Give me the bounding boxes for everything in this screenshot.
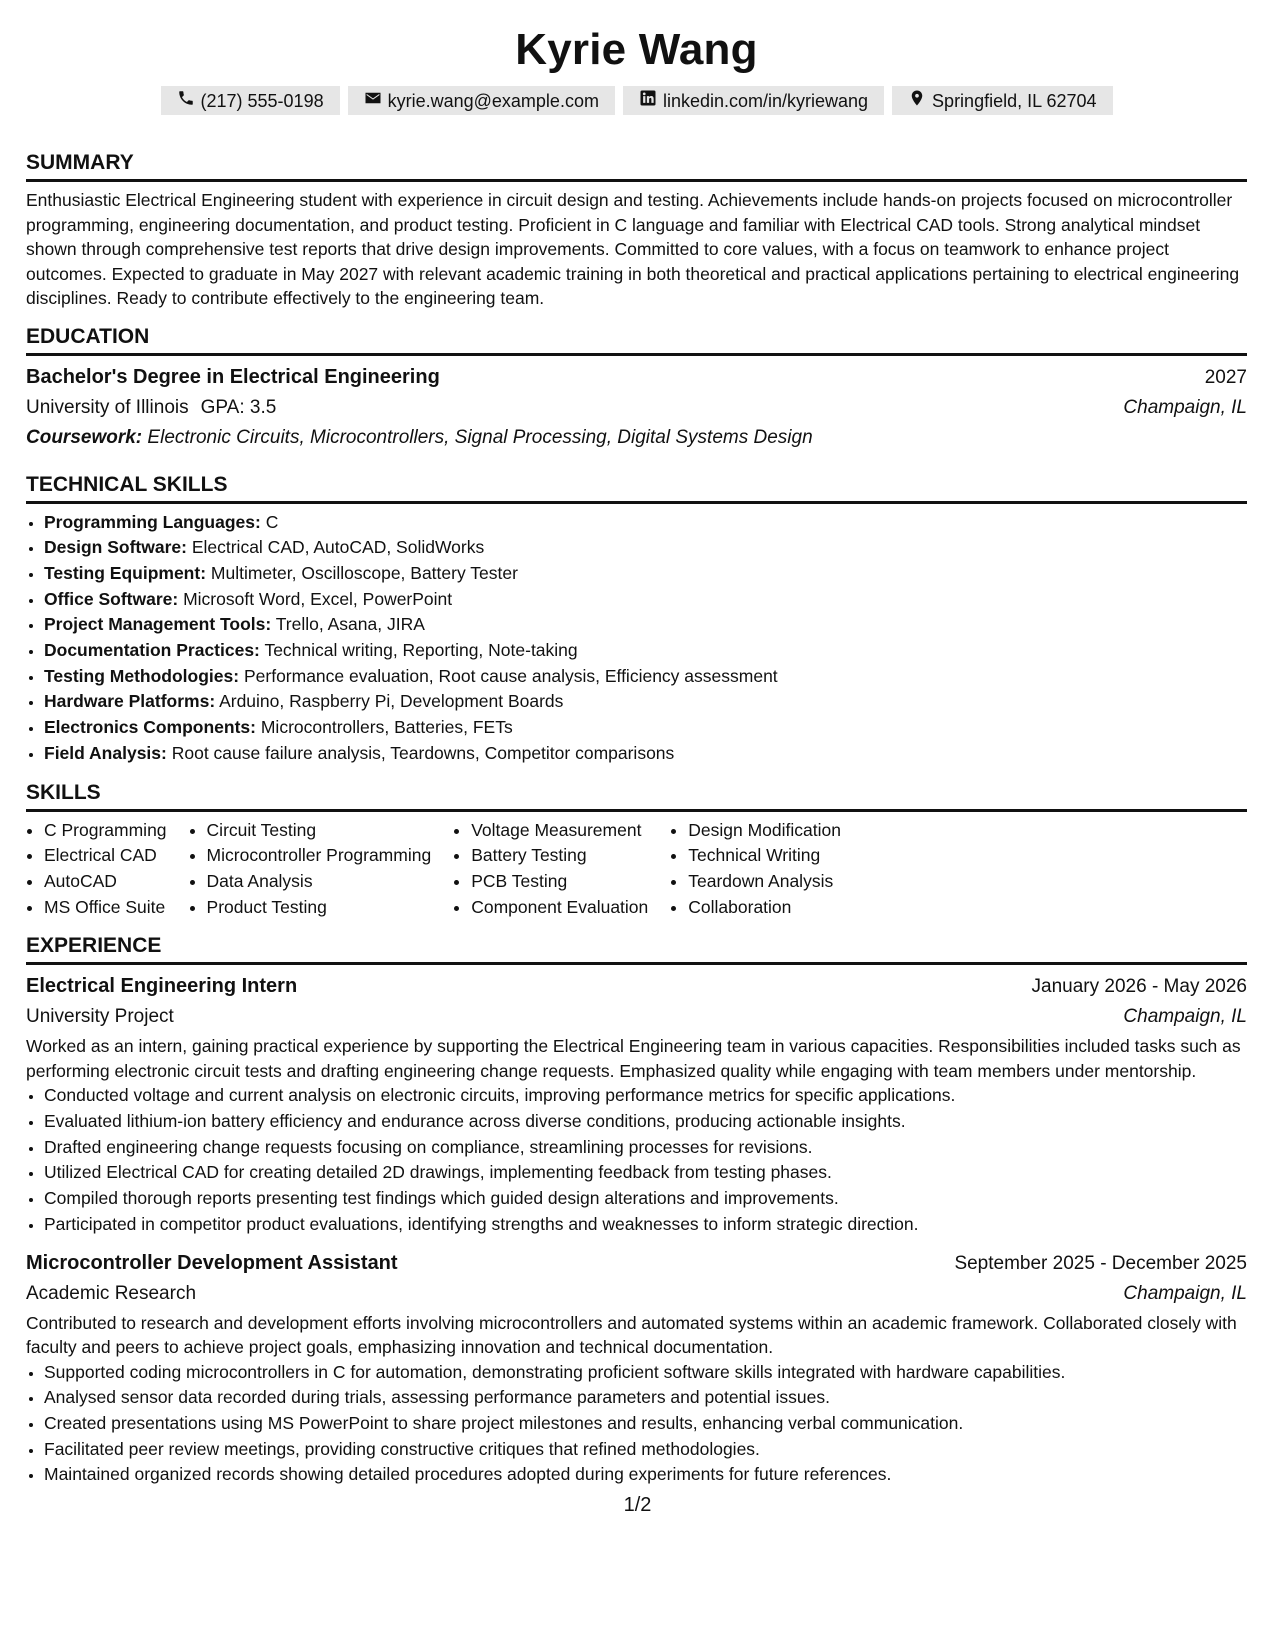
list-item: • Component Evaluation [471, 895, 648, 921]
skill-value: Electrical CAD, AutoCAD, SolidWorks [191, 537, 485, 558]
list-item [44, 587, 1247, 613]
list-item: • Participated in competitor product evaluations, identifying strengths and weaknesses to inform strategic direction. [44, 1212, 1247, 1238]
list-item: • Evaluated lithium-ion battery efficiency and endurance across diverse conditions, producing actionable insights. [44, 1109, 1247, 1135]
list-item: • Maintained organized records showing detailed procedures adopted during experiments for future references. [44, 1462, 1247, 1488]
list-item: • Voltage Measurement [471, 818, 648, 844]
coursework-label: Coursework: [26, 426, 143, 448]
phone-chip[interactable] [161, 86, 340, 115]
list-item: • PCB Testing [471, 869, 648, 895]
list-item: • Analysed sensor data recorded during trials, assessing performance parameters and potential issues. [44, 1385, 1247, 1411]
list-item: • C Programming [44, 818, 167, 844]
list-item [44, 741, 1247, 767]
skill-label: Project Management Tools: [44, 614, 272, 635]
skill-label: Testing Methodologies: [44, 665, 240, 686]
email-chip[interactable] [348, 86, 615, 115]
skill-value: Microcontrollers, Batteries, FETs [260, 717, 513, 738]
skill-label: Design Software: [44, 537, 187, 558]
skill-label: Office Software: [44, 588, 179, 609]
summary-heading: SUMMARY [26, 151, 1247, 182]
list-item [44, 664, 1247, 690]
linkedin-icon [639, 89, 657, 112]
job-location: Champaign, IL [1123, 1282, 1247, 1304]
coursework-list: Electronic Circuits, Microcontrollers, Signal Processing, Digital Systems Design [147, 426, 813, 448]
skill-label: Electronics Components: [44, 717, 256, 738]
job-description: Worked as an intern, gaining practical experience by supporting the Electrical Engineering team in various capacities. Responsibilities included tasks such as performing electronic circuit tests and drafting engineering change requests. Emphasized quality while engaging with team members under mentorship. [26, 1036, 1241, 1081]
skills-column [189, 818, 432, 921]
page-number: 1/2 [623, 1494, 652, 1516]
skill-value: Microsoft Word, Excel, PowerPoint [183, 588, 453, 609]
skill-label: Testing Equipment: [44, 562, 207, 583]
job-dates: January 2026 - May 2026 [1031, 976, 1247, 998]
list-item: • Conducted voltage and current analysis on electronic circuits, improving performance metrics for specific applications. [44, 1083, 1247, 1109]
education-row-2 [26, 393, 1247, 423]
job-header [26, 1248, 1247, 1279]
skill-value: Trello, Asana, JIRA [275, 614, 425, 635]
contact-bar [26, 86, 1247, 115]
list-item [44, 535, 1247, 561]
list-item: • Data Analysis [207, 869, 432, 895]
phone-icon [177, 89, 195, 112]
job-entry [26, 1248, 1247, 1489]
list-item: • Product Testing [207, 895, 432, 921]
list-item: • Created presentations using MS PowerPoint to share project milestones and results, enhancing verbal communication. [44, 1411, 1247, 1437]
skill-label: Documentation Practices: [44, 640, 260, 661]
list-item: • Facilitated peer review meetings, providing constructive critiques that refined methodologies. [44, 1437, 1247, 1463]
list-item [44, 561, 1247, 587]
education-heading: EDUCATION [26, 325, 1247, 356]
skill-label: Programming Languages: [44, 511, 261, 532]
linkedin-chip[interactable] [623, 86, 884, 115]
education-section [26, 325, 1247, 453]
list-item: • MS Office Suite [44, 895, 167, 921]
list-item: • Microcontroller Programming [207, 843, 432, 869]
list-item: • Utilized Electrical CAD for creating detailed 2D drawings, implementing feedback from testing phases. [44, 1160, 1247, 1186]
skill-label: Hardware Platforms: [44, 691, 216, 712]
list-item: • Electrical CAD [44, 843, 167, 869]
list-item: • Supported coding microcontrollers in C for automation, demonstrating proficient software skills integrated with hardware capabilities. [44, 1360, 1247, 1386]
list-item: • Compiled thorough reports presenting test findings which guided design alterations and improvements. [44, 1186, 1247, 1212]
list-item: • Teardown Analysis [688, 869, 841, 895]
education-row-1 [26, 362, 1247, 393]
list-item: • AutoCAD [44, 869, 167, 895]
skills-section [26, 781, 1247, 921]
list-item [44, 689, 1247, 715]
skills-column [26, 818, 167, 921]
job-location: Champaign, IL [1123, 1006, 1247, 1028]
skill-value: C [265, 511, 279, 532]
skills-column [670, 818, 841, 921]
skill-value: Technical writing, Reporting, Note-taking [264, 640, 578, 661]
list-item: • Battery Testing [471, 843, 648, 869]
experience-section [26, 934, 1247, 1488]
skill-value: Root cause failure analysis, Teardowns, Competitor comparisons [171, 742, 675, 763]
technical-skills-section [26, 473, 1247, 767]
phone-text: (217) 555-0198 [200, 90, 324, 111]
map-pin-icon [908, 89, 926, 112]
summary-section [26, 151, 1247, 311]
job-org: Academic Research [26, 1282, 197, 1304]
skills-column [453, 818, 648, 921]
skill-value: Multimeter, Oscilloscope, Battery Tester [210, 562, 518, 583]
job-header [26, 971, 1247, 1002]
skill-label: Field Analysis: [44, 742, 167, 763]
school-line [26, 393, 276, 423]
job-description: Contributed to research and development efforts involving microcontrollers and automated systems within an academic framework. Collaborated closely with faculty and peers to achieve project goals, emphasizing innovation and technical documentation. [26, 1312, 1237, 1358]
technical-skills-heading: TECHNICAL SKILLS [26, 473, 1247, 504]
envelope-icon [364, 89, 382, 112]
gpa: GPA: 3.5 [200, 396, 277, 418]
job-subheader [26, 1279, 1247, 1309]
school-name: University of Illinois [26, 396, 189, 418]
resume-content [26, 0, 1247, 1488]
list-item [44, 715, 1247, 741]
school-location: Champaign, IL [1123, 396, 1247, 418]
location-text: Springfield, IL 62704 [932, 90, 1097, 111]
degree-title: Bachelor's Degree in Electrical Engineering [26, 365, 440, 388]
technical-skills-list [26, 510, 1247, 767]
job-org: University Project [26, 1006, 174, 1028]
email-text: kyrie.wang@example.com [387, 90, 599, 111]
job-title: Microcontroller Development Assistant [26, 1251, 398, 1274]
list-item [44, 638, 1247, 664]
linkedin-text: linkedin.com/in/kyriewang [662, 90, 869, 111]
list-item [44, 510, 1247, 536]
job-bullets [26, 1083, 1247, 1237]
skills-grid [26, 818, 1247, 921]
job-entry [26, 971, 1247, 1237]
experience-heading: EXPERIENCE [26, 934, 1247, 965]
list-item: • Design Modification [688, 818, 841, 844]
job-title: Electrical Engineering Intern [26, 975, 298, 998]
list-item: • Technical Writing [688, 843, 841, 869]
list-item [44, 612, 1247, 638]
list-item: • Collaboration [688, 895, 841, 921]
summary-text: Enthusiastic Electrical Engineering student with experience in circuit design and testing. Achievements include hands-on projects focused on microcontroller programming, engineering documentation, and product testing. Proficient in C language and familiar with Electrical CAD tools. Strong analytical mindset shown through comprehensive test reports that drive design improvements. Committed to core values, with a focus on teamwork to enhance project outcomes. Expected to graduate in May 2027 with relevant academic training in both theoretical and practical applications pertaining to electrical engineering disciplines. Ready to contribute effectively to the engineering team. [26, 190, 1240, 308]
skill-value: Arduino, Raspberry Pi, Development Boards [219, 691, 564, 712]
location-chip [892, 86, 1112, 115]
coursework-line [26, 423, 1247, 453]
job-bullets [26, 1360, 1247, 1489]
graduation-year: 2027 [1204, 366, 1247, 388]
skills-heading: SKILLS [26, 781, 1247, 812]
list-item: • Circuit Testing [207, 818, 432, 844]
list-item: • Drafted engineering change requests focusing on compliance, streamlining processes for revisions. [44, 1135, 1247, 1161]
job-dates: September 2025 - December 2025 [954, 1252, 1247, 1274]
skill-value: Performance evaluation, Root cause analysis, Efficiency assessment [243, 665, 778, 686]
job-subheader [26, 1002, 1247, 1032]
candidate-name: Kyrie Wang [515, 25, 758, 74]
